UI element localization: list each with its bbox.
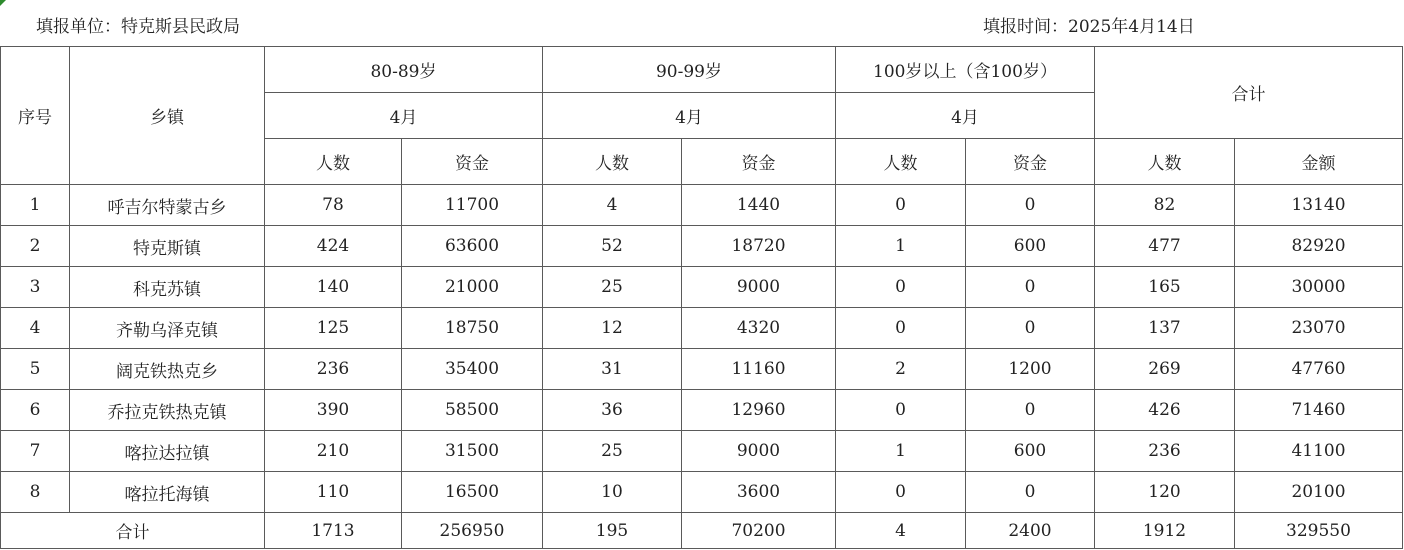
cell-people-80-89[interactable]: 236: [265, 349, 402, 390]
table-row: [1, 472, 1403, 513]
cell-people-80-89[interactable]: 140: [265, 267, 402, 308]
cell-town[interactable]: 阔克铁热克乡: [70, 349, 265, 390]
cell-people-100-plus[interactable]: 2: [836, 349, 966, 390]
reporting-unit-label: 填报单位：特克斯县民政局: [36, 17, 240, 37]
cell-people-100-plus[interactable]: 0: [836, 267, 966, 308]
table-row: [1, 390, 1403, 431]
col-header-people-total[interactable]: 人数: [1095, 139, 1235, 185]
cell-amount-total[interactable]: 13140: [1235, 185, 1403, 226]
col-header-town[interactable]: 乡镇: [70, 47, 265, 185]
col-header-seq[interactable]: 序号: [1, 47, 70, 185]
totals-label[interactable]: 合计: [1, 513, 265, 549]
cell-amount-total[interactable]: 41100: [1235, 431, 1403, 472]
total-people-90-99[interactable]: 195: [543, 513, 682, 549]
cell-people-80-89[interactable]: 424: [265, 226, 402, 267]
total-funds-80-89[interactable]: 256950: [402, 513, 543, 549]
total-amount-all[interactable]: 329550: [1235, 513, 1403, 549]
cell-funds-100-plus[interactable]: 1200: [966, 349, 1095, 390]
cell-funds-100-plus[interactable]: 600: [966, 226, 1095, 267]
cell-people-total[interactable]: 236: [1095, 431, 1235, 472]
cell-people-100-plus[interactable]: 0: [836, 185, 966, 226]
cell-people-80-89[interactable]: 125: [265, 308, 402, 349]
cell-people-total[interactable]: 82: [1095, 185, 1235, 226]
cell-funds-80-89[interactable]: 16500: [402, 472, 543, 513]
cell-funds-100-plus[interactable]: 0: [966, 308, 1095, 349]
col-header-age-80-89[interactable]: 80-89岁: [265, 47, 543, 93]
cell-people-total[interactable]: 165: [1095, 267, 1235, 308]
cell-seq[interactable]: 6: [1, 390, 70, 431]
cell-funds-100-plus[interactable]: 0: [966, 390, 1095, 431]
cell-town[interactable]: 乔拉克铁热克镇: [70, 390, 265, 431]
cell-funds-80-89[interactable]: 63600: [402, 226, 543, 267]
col-header-funds-90-99[interactable]: 资金: [682, 139, 836, 185]
table-row: [1, 185, 1403, 226]
cell-funds-80-89[interactable]: 21000: [402, 267, 543, 308]
cell-funds-90-99[interactable]: 11160: [682, 349, 836, 390]
cell-people-90-99[interactable]: 12: [543, 308, 682, 349]
total-people-all[interactable]: 1912: [1095, 513, 1235, 549]
col-header-month-100-plus[interactable]: 4月: [836, 93, 1095, 139]
cell-funds-90-99[interactable]: 1440: [682, 185, 836, 226]
cell-funds-100-plus[interactable]: 0: [966, 267, 1095, 308]
cell-people-100-plus[interactable]: 0: [836, 308, 966, 349]
total-funds-100-plus[interactable]: 2400: [966, 513, 1095, 549]
cell-seq[interactable]: 7: [1, 431, 70, 472]
table-row: [1, 431, 1403, 472]
reporting-date-label: 填报时间：2025年4月14日: [983, 17, 1195, 37]
cell-amount-total[interactable]: 71460: [1235, 390, 1403, 431]
cell-amount-total[interactable]: 82920: [1235, 226, 1403, 267]
cell-funds-90-99[interactable]: 18720: [682, 226, 836, 267]
cell-people-total[interactable]: 477: [1095, 226, 1235, 267]
cell-people-total[interactable]: 426: [1095, 390, 1235, 431]
cell-people-90-99[interactable]: 4: [543, 185, 682, 226]
cell-amount-total[interactable]: 47760: [1235, 349, 1403, 390]
cell-funds-100-plus[interactable]: 0: [966, 472, 1095, 513]
table-row: [1, 308, 1403, 349]
cell-people-90-99[interactable]: 36: [543, 390, 682, 431]
col-header-age-90-99[interactable]: 90-99岁: [543, 47, 836, 93]
cell-amount-total[interactable]: 20100: [1235, 472, 1403, 513]
col-header-month-80-89[interactable]: 4月: [265, 93, 543, 139]
cell-seq[interactable]: 5: [1, 349, 70, 390]
cell-people-90-99[interactable]: 25: [543, 267, 682, 308]
col-header-funds-100-plus[interactable]: 资金: [966, 139, 1095, 185]
col-header-age-100-plus[interactable]: 100岁以上（含100岁）: [836, 47, 1095, 93]
cell-town[interactable]: 科克苏镇: [70, 267, 265, 308]
cell-people-total[interactable]: 137: [1095, 308, 1235, 349]
cell-amount-total[interactable]: 23070: [1235, 308, 1403, 349]
totals-row: [1, 513, 1403, 549]
cell-funds-100-plus[interactable]: 600: [966, 431, 1095, 472]
cell-people-90-99[interactable]: 31: [543, 349, 682, 390]
cell-people-total[interactable]: 269: [1095, 349, 1235, 390]
cell-funds-80-89[interactable]: 35400: [402, 349, 543, 390]
cell-funds-80-89[interactable]: 11700: [402, 185, 543, 226]
cell-funds-90-99[interactable]: 4320: [682, 308, 836, 349]
total-people-100-plus[interactable]: 4: [836, 513, 966, 549]
cell-people-80-89[interactable]: 390: [265, 390, 402, 431]
cell-people-90-99[interactable]: 10: [543, 472, 682, 513]
report-header: [0, 0, 1404, 46]
cell-people-80-89[interactable]: 78: [265, 185, 402, 226]
cell-seq[interactable]: 3: [1, 267, 70, 308]
col-header-total[interactable]: 合计: [1095, 47, 1403, 139]
cell-people-100-plus[interactable]: 0: [836, 472, 966, 513]
allowance-table: [0, 46, 1403, 549]
cell-funds-80-89[interactable]: 58500: [402, 390, 543, 431]
total-funds-90-99[interactable]: 70200: [682, 513, 836, 549]
cell-town[interactable]: 喀拉托海镇: [70, 472, 265, 513]
cell-funds-90-99[interactable]: 3600: [682, 472, 836, 513]
cell-funds-90-99[interactable]: 9000: [682, 431, 836, 472]
col-header-people-100-plus[interactable]: 人数: [836, 139, 966, 185]
cell-people-80-89[interactable]: 110: [265, 472, 402, 513]
col-header-people-90-99[interactable]: 人数: [543, 139, 682, 185]
cell-people-90-99[interactable]: 25: [543, 431, 682, 472]
cell-seq[interactable]: 8: [1, 472, 70, 513]
col-header-people-80-89[interactable]: 人数: [265, 139, 402, 185]
table-row: [1, 349, 1403, 390]
total-people-80-89[interactable]: 1713: [265, 513, 402, 549]
cell-seq[interactable]: 2: [1, 226, 70, 267]
cell-people-90-99[interactable]: 52: [543, 226, 682, 267]
cell-funds-90-99[interactable]: 12960: [682, 390, 836, 431]
cell-funds-80-89[interactable]: 18750: [402, 308, 543, 349]
cell-town[interactable]: 齐勒乌泽克镇: [70, 308, 265, 349]
cell-amount-total[interactable]: 30000: [1235, 267, 1403, 308]
cell-town[interactable]: 呼吉尔特蒙古乡: [70, 185, 265, 226]
col-header-funds-80-89[interactable]: 资金: [402, 139, 543, 185]
col-header-amount-total[interactable]: 金额: [1235, 139, 1403, 185]
cell-people-100-plus[interactable]: 1: [836, 226, 966, 267]
cell-seq[interactable]: 1: [1, 185, 70, 226]
cell-funds-90-99[interactable]: 9000: [682, 267, 836, 308]
cell-people-100-plus[interactable]: 0: [836, 390, 966, 431]
cell-town[interactable]: 特克斯镇: [70, 226, 265, 267]
header-row-age-groups: [1, 47, 1403, 93]
cell-people-total[interactable]: 120: [1095, 472, 1235, 513]
cell-funds-80-89[interactable]: 31500: [402, 431, 543, 472]
col-header-month-90-99[interactable]: 4月: [543, 93, 836, 139]
cell-funds-100-plus[interactable]: 0: [966, 185, 1095, 226]
cell-seq[interactable]: 4: [1, 308, 70, 349]
cell-town[interactable]: 喀拉达拉镇: [70, 431, 265, 472]
cell-people-80-89[interactable]: 210: [265, 431, 402, 472]
table-row: [1, 267, 1403, 308]
table-row: [1, 226, 1403, 267]
cell-people-100-plus[interactable]: 1: [836, 431, 966, 472]
